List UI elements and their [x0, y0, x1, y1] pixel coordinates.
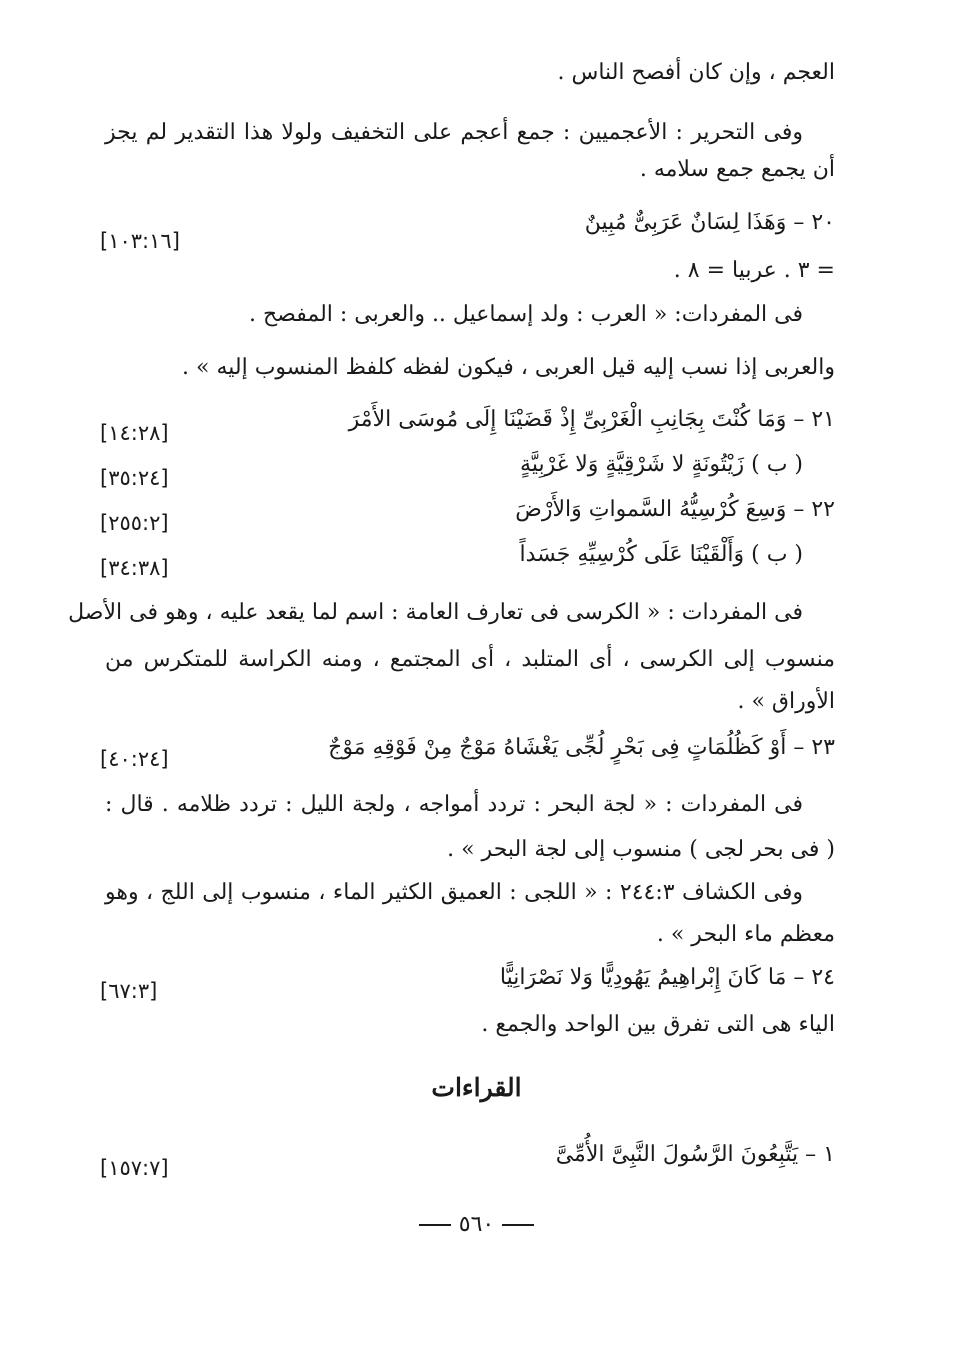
text-line: فى المفردات : « الكرسى فى تعارف العامة : اسم لما يقعد عليه ، وهو فى الأصل	[68, 600, 803, 625]
verse-line: ٢١ – وَمَا كُنْتَ بِجَانِبِ الْغَرْبِىِّ إِذْ قَضَيْنَا إِلَى مُوسَى الأَمْرَ	[348, 407, 835, 432]
text-line: العجم ، وإن كان أفصح الناس .	[557, 60, 835, 85]
text-line: فى المفردات : « لجة البحر : تردد أمواجه ، ولجة الليل : تردد ظلامه . قال :	[105, 792, 803, 817]
verse-reference: [٣٤:٣٨]	[100, 556, 169, 580]
verse-reference: [١٤:٢٨]	[100, 421, 169, 445]
verse-line: ٢٠ – وَهَذَا لِسَانٌ عَرَبِىٌّ مُبِينٌ	[584, 210, 835, 235]
text-line: والعربى إذا نسب إليه قيل العربى ، فيكون لفظه كلفظ المنسوب إليه » .	[182, 355, 835, 380]
page-number-text: ٥٦٠	[458, 1212, 495, 1237]
verse-line: ٢٢ – وَسِعَ كُرْسِيُّهُ السَّمواتِ وَالأَرْضَ	[515, 497, 835, 522]
text-line: وفى الكشاف ٢٤٤:٣ : « اللجى : العميق الكثير الماء ، منسوب إلى اللج ، وهو	[105, 880, 803, 905]
text-line: فى المفردات: « العرب : ولد إسماعيل .. والعربى : المفصح .	[248, 302, 803, 327]
text-line: أن يجمع جمع سلامه .	[639, 157, 835, 182]
dash-decoration	[502, 1224, 534, 1226]
verse-reference: [١٥٧:٧]	[100, 1156, 169, 1180]
verse-reference: [٣٥:٢٤]	[100, 466, 169, 490]
verse-line: ( ب ) وَأَلْقَيْنَا عَلَى كُرْسِيِّهِ جَسَداً	[519, 542, 803, 567]
text-line: الياء هى التى تفرق بين الواحد والجمع .	[481, 1012, 835, 1037]
verse-line: ( ب ) زَيْتُونَةٍ لا شَرْقِيَّةٍ وَلا غَرْبِيَّةٍ	[520, 452, 803, 477]
verse-line: ٢٣ – أَوْ كَظُلُمَاتٍ فِى بَحْرٍ لُجِّى يَغْشَاهُ مَوْجٌ مِنْ فَوْقِهِ مَوْجٌ	[328, 735, 835, 760]
text-line: = ٣ . عربيا = ٨ .	[673, 258, 835, 283]
text-line: وفى التحرير : الأعجميين : جمع أعجم على التخفيف ولولا هذا التقدير لم يجز	[105, 120, 803, 145]
page-number	[0, 1212, 953, 1237]
verse-reference: [١٠٣:١٦]	[100, 229, 180, 253]
text-line: ( فى بحر لجى ) منسوب إلى لجة البحر » .	[447, 837, 835, 862]
text-line: الأوراق » .	[737, 689, 835, 714]
verse-line: ١ – يَتَّبِعُونَ الرَّسُولَ النَّبِىَّ الأُمِّىَّ	[555, 1142, 835, 1167]
verse-reference: [٤٠:٢٤]	[100, 747, 169, 771]
verse-reference: [٦٧:٣]	[100, 979, 158, 1003]
dash-decoration	[419, 1224, 451, 1226]
text-line: معظم ماء البحر » .	[656, 922, 835, 947]
text-line: منسوب إلى الكرسى ، أى المتلبد ، أى المجتمع ، ومنه الكراسة للمتكرس من	[105, 647, 835, 672]
verse-reference: [٢٥٥:٢]	[100, 511, 169, 535]
verse-line: ٢٤ – مَا كَانَ إِبْراهِيمُ يَهُودِيًّا وَلا نَصْرَانِيًّا	[499, 965, 835, 990]
section-heading: القراءات	[431, 1073, 522, 1102]
